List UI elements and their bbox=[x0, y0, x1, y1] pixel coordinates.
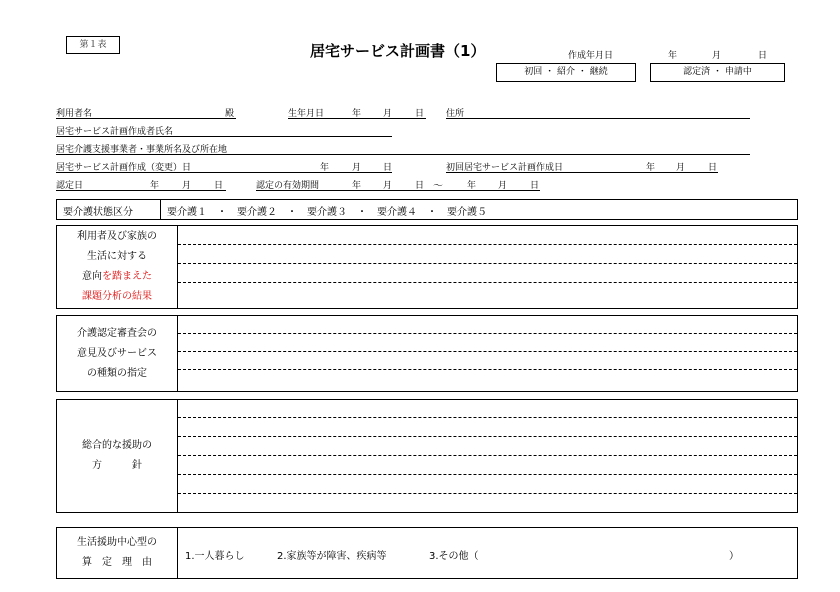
care-level-options[interactable]: 要介護１ ・ 要介護２ ・ 要介護３ ・ 要介護４ ・ 要介護５ bbox=[167, 207, 487, 218]
dashed-line bbox=[178, 436, 797, 437]
user-name-label: 利用者名 bbox=[56, 109, 93, 119]
committee-line-3: の種類の指定 bbox=[87, 367, 147, 379]
dashed-line bbox=[178, 369, 797, 370]
section-committee-opinion bbox=[56, 315, 798, 392]
valid-from-day-label: 日 bbox=[415, 181, 425, 191]
reason-line-2: 算 定 理 由 bbox=[82, 557, 152, 568]
dashed-line bbox=[178, 263, 797, 264]
address-label: 住所 bbox=[446, 109, 465, 119]
reason-line-1: 生活援助中心型の bbox=[77, 537, 157, 548]
reason-option-living-alone[interactable]: 1.一人暮らし bbox=[185, 551, 245, 562]
calculation-reason-label bbox=[57, 528, 178, 578]
support-policy-label bbox=[57, 400, 178, 512]
intent-word: 意向 bbox=[82, 271, 102, 282]
intent-line-1: 利用者及び家族の bbox=[77, 231, 157, 242]
reason-other-close-paren: ） bbox=[729, 551, 739, 562]
valid-period-underline[interactable] bbox=[256, 190, 540, 191]
birth-month-label: 月 bbox=[383, 109, 393, 119]
reason-option-other[interactable]: 3.その他（ bbox=[429, 551, 479, 562]
dashed-line bbox=[178, 351, 797, 352]
table-number-box: 第１表 bbox=[66, 36, 120, 54]
dashed-line bbox=[178, 244, 797, 245]
first-plan-date-underline[interactable] bbox=[446, 172, 718, 173]
office-underline[interactable] bbox=[56, 154, 750, 155]
first-plan-day-label: 日 bbox=[708, 163, 718, 173]
dashed-line bbox=[178, 474, 797, 475]
committee-line-2: 意見及びサービス bbox=[77, 347, 157, 359]
plan-year-label: 年 bbox=[320, 163, 330, 173]
committee-opinion-label bbox=[57, 316, 178, 391]
intent-emphasis-1: を踏まえた bbox=[102, 271, 152, 282]
planner-name-label: 居宅サービス計画作成者氏名 bbox=[56, 127, 174, 137]
certification-status-box[interactable]: 認定済 ・ 申請中 bbox=[650, 63, 785, 82]
cert-date-label: 認定日 bbox=[56, 181, 84, 191]
first-plan-date-label: 初回居宅サービス計画作成日 bbox=[446, 163, 564, 173]
dashed-line bbox=[178, 333, 797, 334]
created-day-label: 日 bbox=[758, 51, 768, 61]
dono-label: 殿 bbox=[225, 109, 235, 119]
plan-month-label: 月 bbox=[352, 163, 362, 173]
valid-to-month-label: 月 bbox=[498, 181, 508, 191]
care-level-row bbox=[56, 199, 798, 220]
valid-to-day-label: 日 bbox=[530, 181, 540, 191]
valid-to-year-label: 年 bbox=[467, 181, 477, 191]
valid-from-year-label: 年 bbox=[352, 181, 362, 191]
valid-period-label: 認定の有効期間 bbox=[256, 181, 320, 191]
document-title: 居宅サービス計画書（1） bbox=[310, 42, 486, 60]
cert-month-label: 月 bbox=[182, 181, 192, 191]
office-label: 居宅介護支援事業者・事業所名及び所在地 bbox=[56, 145, 228, 155]
reason-option-family-disability[interactable]: 2.家族等が障害、疾病等 bbox=[277, 551, 387, 562]
birth-date-label: 生年月日 bbox=[288, 109, 325, 119]
section-support-policy bbox=[56, 399, 798, 513]
dashed-line bbox=[178, 455, 797, 456]
intent-analysis-input[interactable] bbox=[178, 226, 797, 308]
cert-year-label: 年 bbox=[150, 181, 160, 191]
dashed-line bbox=[178, 493, 797, 494]
created-month-label: 月 bbox=[712, 51, 722, 61]
address-underline[interactable] bbox=[446, 118, 750, 119]
user-name-underline[interactable] bbox=[56, 118, 236, 119]
birth-date-underline[interactable] bbox=[288, 118, 426, 119]
cert-date-underline[interactable] bbox=[56, 190, 226, 191]
dashed-line bbox=[178, 282, 797, 283]
birth-year-label: 年 bbox=[352, 109, 362, 119]
planner-name-underline[interactable] bbox=[56, 136, 392, 137]
policy-line-2: 方 針 bbox=[92, 460, 142, 471]
care-level-divider bbox=[160, 200, 161, 219]
care-level-label: 要介護状態区分 bbox=[63, 207, 133, 218]
created-date-label: 作成年月日 bbox=[568, 51, 614, 61]
intent-emphasis-2: 課題分析の結果 bbox=[82, 291, 152, 302]
first-plan-month-label: 月 bbox=[676, 163, 686, 173]
birth-day-label: 日 bbox=[415, 109, 425, 119]
cert-day-label: 日 bbox=[214, 181, 224, 191]
intent-analysis-label bbox=[57, 226, 178, 308]
valid-from-month-label: 月 bbox=[383, 181, 393, 191]
committee-line-1: 介護認定審査会の bbox=[77, 327, 157, 339]
plan-status-box[interactable]: 初回 ・ 紹介 ・ 継続 bbox=[496, 63, 636, 82]
first-plan-year-label: 年 bbox=[646, 163, 656, 173]
section-intent-analysis bbox=[56, 225, 798, 309]
committee-opinion-input[interactable] bbox=[178, 316, 797, 391]
plan-day-label: 日 bbox=[383, 163, 393, 173]
policy-line-1: 総合的な援助の bbox=[82, 440, 152, 451]
support-policy-input[interactable] bbox=[178, 400, 797, 512]
section-calculation-reason bbox=[56, 527, 798, 579]
intent-line-2: 生活に対する bbox=[87, 251, 147, 262]
intent-line-3 bbox=[82, 267, 152, 287]
dashed-line bbox=[178, 417, 797, 418]
created-year-label: 年 bbox=[668, 51, 678, 61]
plan-date-underline[interactable] bbox=[56, 172, 392, 173]
plan-date-label: 居宅サービス計画作成（変更）日 bbox=[56, 163, 192, 173]
tilde-separator: ～ bbox=[433, 181, 443, 192]
